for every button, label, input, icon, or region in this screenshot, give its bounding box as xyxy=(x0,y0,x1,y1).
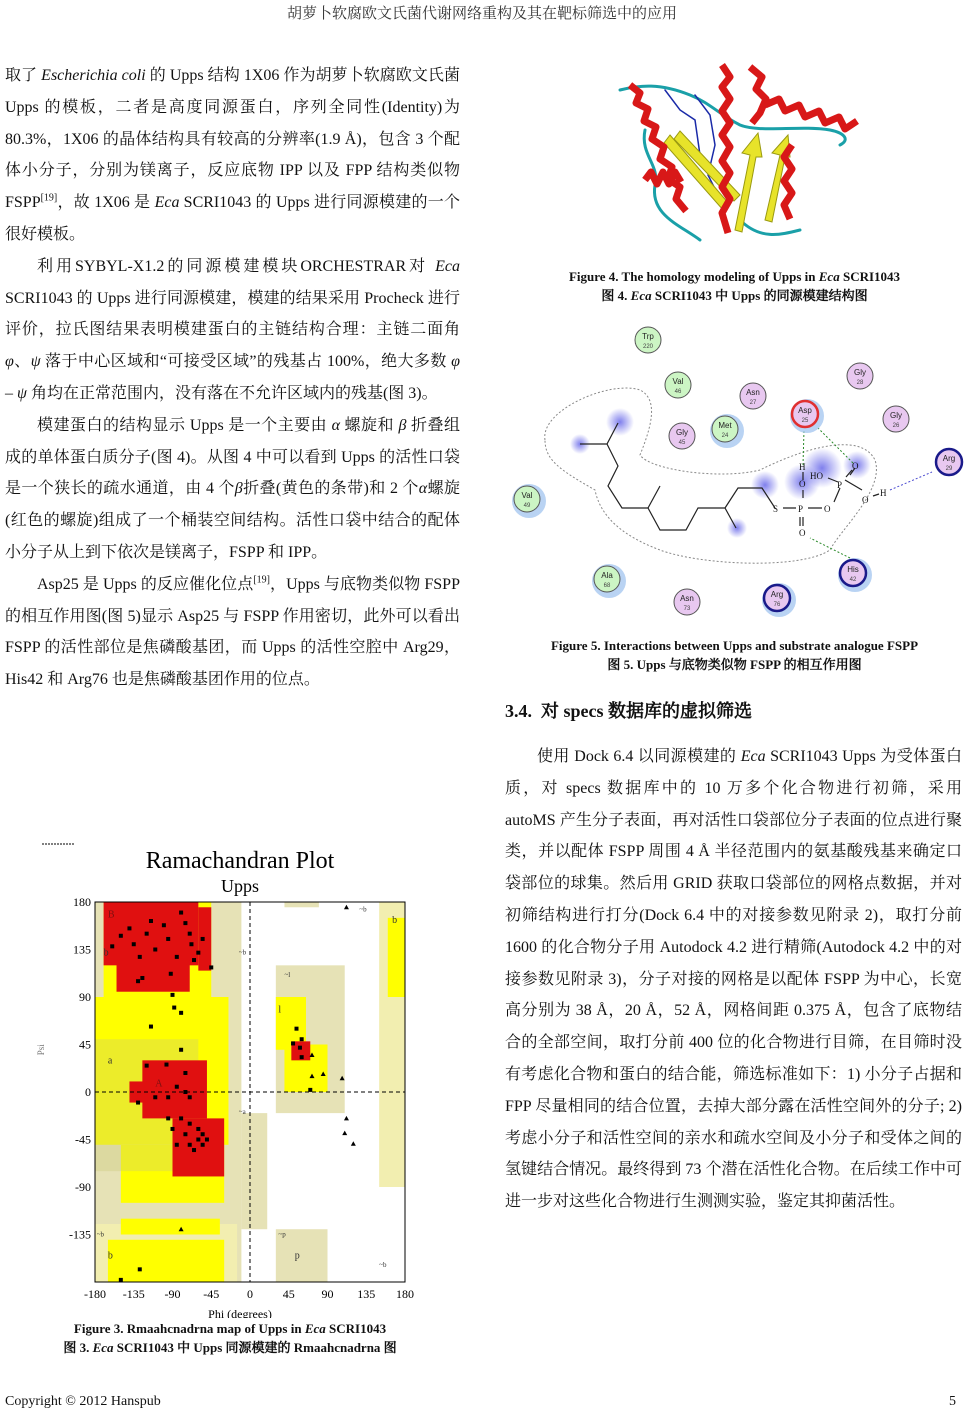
residue-name: Arg xyxy=(942,454,956,463)
text-run: 取了 xyxy=(5,67,42,84)
residue-name: Arg xyxy=(770,590,784,599)
text-run: 角均在正常范围内，没有落在不允许区域内的残基(图 3)。 xyxy=(26,384,438,402)
text-run: β xyxy=(234,480,243,498)
region xyxy=(121,1219,220,1235)
residue-point xyxy=(188,932,192,936)
region-label: p xyxy=(294,1250,300,1262)
text-run: 的 Upps 结构 1X06 作为胡萝卜软腐欧文氏菌 Upps 的模板，二者是高度同源蛋白，序列全同性(Identity)为 80.3%，1X06 的晶体结构具有较高的分辨率(1.9 Å)，包含 3 个配体小分子，分别为镁离子，反应底物 IPP 以及 FPP 结构类似物 FSPP xyxy=(5,67,460,212)
text-run: SCRI1043 的 Upps 进行同源模建的一个很好模板。 xyxy=(5,194,460,243)
text-run: 模建蛋白的结构显示 Upps 是一个主要由 xyxy=(37,416,332,434)
glycine-point xyxy=(344,1116,349,1121)
atom-o: O xyxy=(824,504,831,514)
x-tick-label: -90 xyxy=(164,1287,181,1301)
residue-number: 25 xyxy=(801,418,809,424)
text-run: SCRI1043 Upps 为受体蛋白质，对 specs 数据库中的 10 万多个化合物进行初筛，采用 autoMS 产生分子表面，再对活性口袋部位分子表面的位点进行聚类，并以配体 FSPP 周围 4 Å 半径范围内的氨基酸残基来确定口袋部位的球集。然后用 GRID 获取口袋部位的网格点数据，并对初筛结构进行打分(Dock 6.4 中的对接参数见附录 2)，取打分前 1600 的化合物分子用 Autodock 4.2 进行精筛(Autodock 4.2 中的对接参数见附录 3)，分子对接的网格是以配体 FSPP 为中心，长宽高分别为 38 Å，20 Å，52 Å，网格间距 0.375 Å，包含了底物结合的全部空间，取打分前 400 位的化合物进行目筛，在目筛时没有考虑化合物和蛋白的结合能，筛选标准如下：1) 小分子占据和 FPP 尽量相同的结合位置，去掉大部分露在活性空间外的分子; 2) 考虑小分子和活性空间的亲水和疏水空间及小分子和受体之间的氢键结合情况。最终得到 73 个潜在活性化合物。在后续工作中可进一步对这些化合物进行生测测实验，鉴定其抑菌活性。 xyxy=(505,748,962,1211)
text-run: 螺旋和 xyxy=(340,416,399,434)
caption-zh: 图 4. Eca SCRI1043 中 Upps 的同源模建结构图 xyxy=(601,288,868,303)
citation: [19] xyxy=(40,192,58,204)
protein-ribbon-image xyxy=(600,55,870,255)
text-run: 折叠(黄色的条带)和 2 个 xyxy=(242,480,419,498)
residue-point xyxy=(205,1138,209,1142)
residue-point xyxy=(169,972,173,976)
region-label: B xyxy=(107,909,115,921)
region-label: ~b xyxy=(238,948,247,957)
residue-name: Asn xyxy=(680,594,694,603)
residue-number: 29 xyxy=(945,466,953,472)
region xyxy=(388,918,405,997)
region-label: ~a xyxy=(238,1108,246,1116)
y-tick-label: 0 xyxy=(85,1085,91,1099)
residue-point xyxy=(119,1278,123,1282)
residue-gly-28 xyxy=(847,363,873,389)
figure-4-protein-structure xyxy=(600,55,870,255)
residue-his-42 xyxy=(838,558,872,592)
residue-point xyxy=(153,1095,157,1099)
residue-point xyxy=(149,919,153,923)
atom-s: S xyxy=(773,504,779,514)
residue-number: 27 xyxy=(749,400,757,406)
paragraph xyxy=(5,251,460,410)
residue-point xyxy=(171,1127,175,1131)
residue-val-49 xyxy=(512,484,546,518)
page-number: 5 xyxy=(949,1394,956,1409)
figure-5-caption xyxy=(505,636,964,674)
region-label: b xyxy=(103,947,109,959)
residue-name: Gly xyxy=(676,428,688,437)
text-run: ，故 1X06 是 xyxy=(57,194,155,212)
residue-point xyxy=(136,1101,140,1105)
region-label: ~l xyxy=(284,970,291,979)
residue-number: 49 xyxy=(523,503,531,509)
residue-point xyxy=(308,1088,312,1092)
section-heading: 3.4. 对 specs 数据库的虚拟筛选 xyxy=(505,701,752,721)
residue-point xyxy=(149,1025,153,1029)
ramachandran-svg xyxy=(20,838,460,1318)
text-run: ，Upps 与底物类似物 FSPP 的相互作用图(图 5)显示 Asp25 与 FSPP 作用密切，此外可以看出 FSPP 的活性部位是焦磷酸基团，而 Upps 的活性空腔中 Arg29，His42 和 Arg76 也是焦磷酸基团作用的位点。 xyxy=(5,575,460,689)
residue-point xyxy=(145,932,149,936)
y-tick-label: -135 xyxy=(69,1227,91,1242)
residue-point xyxy=(166,1095,170,1099)
paragraph xyxy=(5,569,460,696)
y-axis-label: Psi xyxy=(36,1044,46,1056)
residue-name: Asp xyxy=(798,406,812,415)
text-run: 利用SYBYL-X1.2的同源模建模块ORCHESTRAR对 xyxy=(37,257,436,275)
atom-o: O xyxy=(799,479,806,489)
residue-point xyxy=(175,955,179,959)
citation: [19] xyxy=(253,574,270,586)
residue-point xyxy=(145,1064,149,1068)
interaction-svg xyxy=(500,320,964,620)
region xyxy=(198,907,211,970)
plot-title: Ramachandran Plot xyxy=(145,848,335,874)
residue-point xyxy=(179,911,183,915)
residue-point xyxy=(196,951,200,955)
text-run: Escherichia coli xyxy=(41,67,146,84)
residue-point xyxy=(153,948,157,952)
residue-point xyxy=(192,1148,196,1152)
glycine-point xyxy=(342,1131,347,1136)
residue-point xyxy=(171,993,175,997)
residue-point xyxy=(164,1063,168,1067)
residue-val-46 xyxy=(665,372,691,398)
atom-o: O xyxy=(852,461,859,471)
caption-zh: 图 5. Upps 与底物类似物 FSPP 的相互作用图 xyxy=(607,657,862,672)
figure-3-ramachandran-plot xyxy=(20,838,460,1318)
glycine-point xyxy=(344,905,349,910)
residue-arg-76 xyxy=(762,583,796,617)
x-tick-label: -135 xyxy=(122,1287,145,1301)
residue-number: 45 xyxy=(678,440,686,446)
region xyxy=(284,902,318,907)
atom-h: H xyxy=(880,488,887,498)
residue-point xyxy=(119,934,123,938)
residue-number: 26 xyxy=(892,423,900,429)
residue-name: Asn xyxy=(746,388,760,397)
region-label: ~b xyxy=(359,905,367,914)
residue-gly-45 xyxy=(669,423,695,449)
residue-name: Gly xyxy=(854,368,866,377)
residue-point xyxy=(110,944,114,948)
residue-number: 68 xyxy=(603,583,611,589)
residue-name: Met xyxy=(718,421,732,430)
region xyxy=(104,902,199,965)
region-label: ~b xyxy=(96,1230,105,1239)
caption-zh: 图 3. Eca SCRI1043 中 Upps 同源模建的 Rmaahcnadrna 图 xyxy=(63,1340,397,1355)
residue-number: 220 xyxy=(642,344,654,350)
x-tick-label: -180 xyxy=(84,1287,106,1301)
paragraph xyxy=(505,741,962,1218)
residue-point xyxy=(183,1132,187,1136)
residue-point xyxy=(196,1138,200,1142)
y-tick-label: 180 xyxy=(73,895,91,909)
text-run: SCRI1043 的 Upps 进行同源模建，模建的结果采用 Procheck 进行评价，拉氏图结果表明模建蛋白的主链结构合理：主链二面角 xyxy=(5,289,460,339)
residue-point xyxy=(166,937,170,941)
region-label: b xyxy=(392,914,398,926)
residue-point xyxy=(201,1132,205,1136)
residue-number: 28 xyxy=(856,380,864,386)
region-label: ~p xyxy=(278,1230,286,1239)
residue-point xyxy=(183,1090,187,1094)
figure-4-caption xyxy=(505,267,964,305)
paragraph xyxy=(5,60,460,251)
text-run: Eca xyxy=(154,194,180,212)
residue-point xyxy=(189,942,193,946)
x-tick-label: -45 xyxy=(203,1287,220,1301)
atom-h: H xyxy=(799,462,806,472)
residue-gly-26 xyxy=(883,406,909,432)
residue-point xyxy=(179,1011,183,1015)
x-axis-label: Phi (degrees) xyxy=(208,1307,272,1318)
footer-copyright: Copyright © 2012 Hanspub xyxy=(5,1394,161,1409)
text-run: φ – ψ xyxy=(5,353,460,402)
residue-point xyxy=(179,1116,183,1120)
residue-name: Val xyxy=(521,491,533,500)
region-label: b xyxy=(107,1250,113,1262)
region-label: l xyxy=(278,1004,282,1016)
residue-point xyxy=(300,1055,304,1059)
x-tick-label: 45 xyxy=(282,1287,295,1301)
caption-en: Figure 5. Interactions between Upps and substrate analogue FSPP xyxy=(550,638,919,653)
x-tick-label: 90 xyxy=(321,1287,334,1301)
residue-point xyxy=(140,976,144,980)
region-label: ~b xyxy=(379,1261,387,1270)
figure-3-caption xyxy=(0,1319,460,1357)
residue-point xyxy=(209,965,213,969)
text-run: 落于中心区域和“可接受区域”的残基占 100%，绝大多数 xyxy=(40,353,452,371)
residue-name: Ala xyxy=(601,571,613,580)
residue-point xyxy=(132,942,136,946)
region-label: a xyxy=(107,1055,113,1067)
residue-point xyxy=(166,1116,170,1120)
residue-point xyxy=(291,1041,295,1045)
residue-point xyxy=(188,1095,192,1099)
residue-point xyxy=(183,1071,187,1075)
residue-point xyxy=(127,926,131,930)
caption-en: Figure 3. Rmaahcnadrna map of Upps in Eca SCRI1043 xyxy=(73,1321,387,1336)
text-run: β xyxy=(398,416,407,434)
text-run: Eca xyxy=(435,257,460,275)
atom-ho: HO xyxy=(810,471,823,481)
region xyxy=(142,1060,207,1118)
x-tick-label: 180 xyxy=(396,1287,414,1301)
text-run: Eca xyxy=(740,748,766,765)
residue-asn-73 xyxy=(674,589,700,615)
residue-point xyxy=(138,1267,142,1271)
residue-number: 42 xyxy=(849,577,857,583)
text-run: 使用 Dock 6.4 以同源模建的 xyxy=(537,748,741,765)
text-run: α xyxy=(331,416,341,434)
text-run: 、 xyxy=(13,353,31,371)
text-run: 折叠组成的单体蛋白质分子(图 4)。从图 4 中可以看到 Upps 的活性口袋是一个狭长的疏水通道，由 4 个 xyxy=(5,416,460,498)
region xyxy=(241,1113,267,1229)
text-run: 螺旋(红色的螺旋)组成了一个桶装空间结构。活性口袋中结合的配体小分子从上到下依次是镁离子，FSPP 和 IPP。 xyxy=(5,480,460,561)
residue-point xyxy=(136,979,140,983)
atom-p: P xyxy=(837,480,843,490)
residue-ala-68 xyxy=(592,564,626,598)
atom-o: O xyxy=(799,528,806,538)
residue-name: Gly xyxy=(890,411,902,420)
atom-p: P xyxy=(798,504,804,514)
residue-name: His xyxy=(847,565,859,574)
x-tick-label: 135 xyxy=(357,1287,376,1301)
y-tick-label: -90 xyxy=(75,1180,91,1194)
text-run: φ xyxy=(5,353,14,371)
text-run: Asp25 是 Upps 的反应催化位点 xyxy=(37,575,254,593)
y-tick-label: 90 xyxy=(79,990,91,1004)
y-tick-label: -45 xyxy=(75,1132,91,1147)
residue-point xyxy=(196,1127,200,1131)
residue-point xyxy=(188,1143,192,1147)
caption-en: Figure 4. The homology modeling of Upps in Eca SCRI1043 xyxy=(568,269,901,284)
x-tick-label: 0 xyxy=(247,1287,253,1301)
residue-point xyxy=(192,958,196,962)
residue-point xyxy=(175,1143,179,1147)
residue-name: Val xyxy=(672,377,684,386)
residue-point xyxy=(183,921,187,925)
residue-met-24 xyxy=(710,414,744,448)
running-header: 胡萝卜软腐欧文氏菌代谢网络重构及其在靶标筛选中的应用 xyxy=(286,6,677,22)
atom-o: O xyxy=(862,495,869,505)
plot-subtitle: Upps xyxy=(220,876,260,896)
y-tick-label: 45 xyxy=(79,1037,91,1052)
left-column-text xyxy=(5,60,460,696)
residue-number: 73 xyxy=(683,606,691,612)
residue-point xyxy=(295,1027,299,1031)
residue-point xyxy=(201,1143,205,1147)
residue-asp-25 xyxy=(790,399,824,433)
residue-number: 24 xyxy=(721,433,729,439)
residue-name: Trp xyxy=(642,332,654,341)
residue-point xyxy=(179,1048,183,1052)
residue-point xyxy=(175,1085,179,1089)
residue-point xyxy=(188,1122,192,1126)
figure-5-interaction-diagram xyxy=(500,320,964,620)
residue-arg-29 xyxy=(936,449,962,475)
region xyxy=(117,960,190,992)
text-run: ψ xyxy=(30,353,41,371)
residue-point xyxy=(300,1037,304,1041)
residue-point xyxy=(138,955,142,959)
residue-asn-27 xyxy=(740,383,766,409)
glycine-point xyxy=(351,1141,356,1146)
residue-point xyxy=(298,1046,302,1050)
text-run: α xyxy=(418,480,428,498)
paragraph xyxy=(5,410,460,569)
residue-number: 46 xyxy=(674,389,682,395)
region-label: A xyxy=(155,1078,163,1090)
region xyxy=(108,1240,224,1282)
residue-point xyxy=(172,1006,176,1010)
right-column-text xyxy=(505,741,962,1218)
residue-point xyxy=(201,937,205,941)
y-tick-label: 135 xyxy=(73,942,91,957)
residue-trp-220 xyxy=(635,327,661,353)
residue-number: 76 xyxy=(773,602,781,608)
residue-point xyxy=(162,923,166,927)
